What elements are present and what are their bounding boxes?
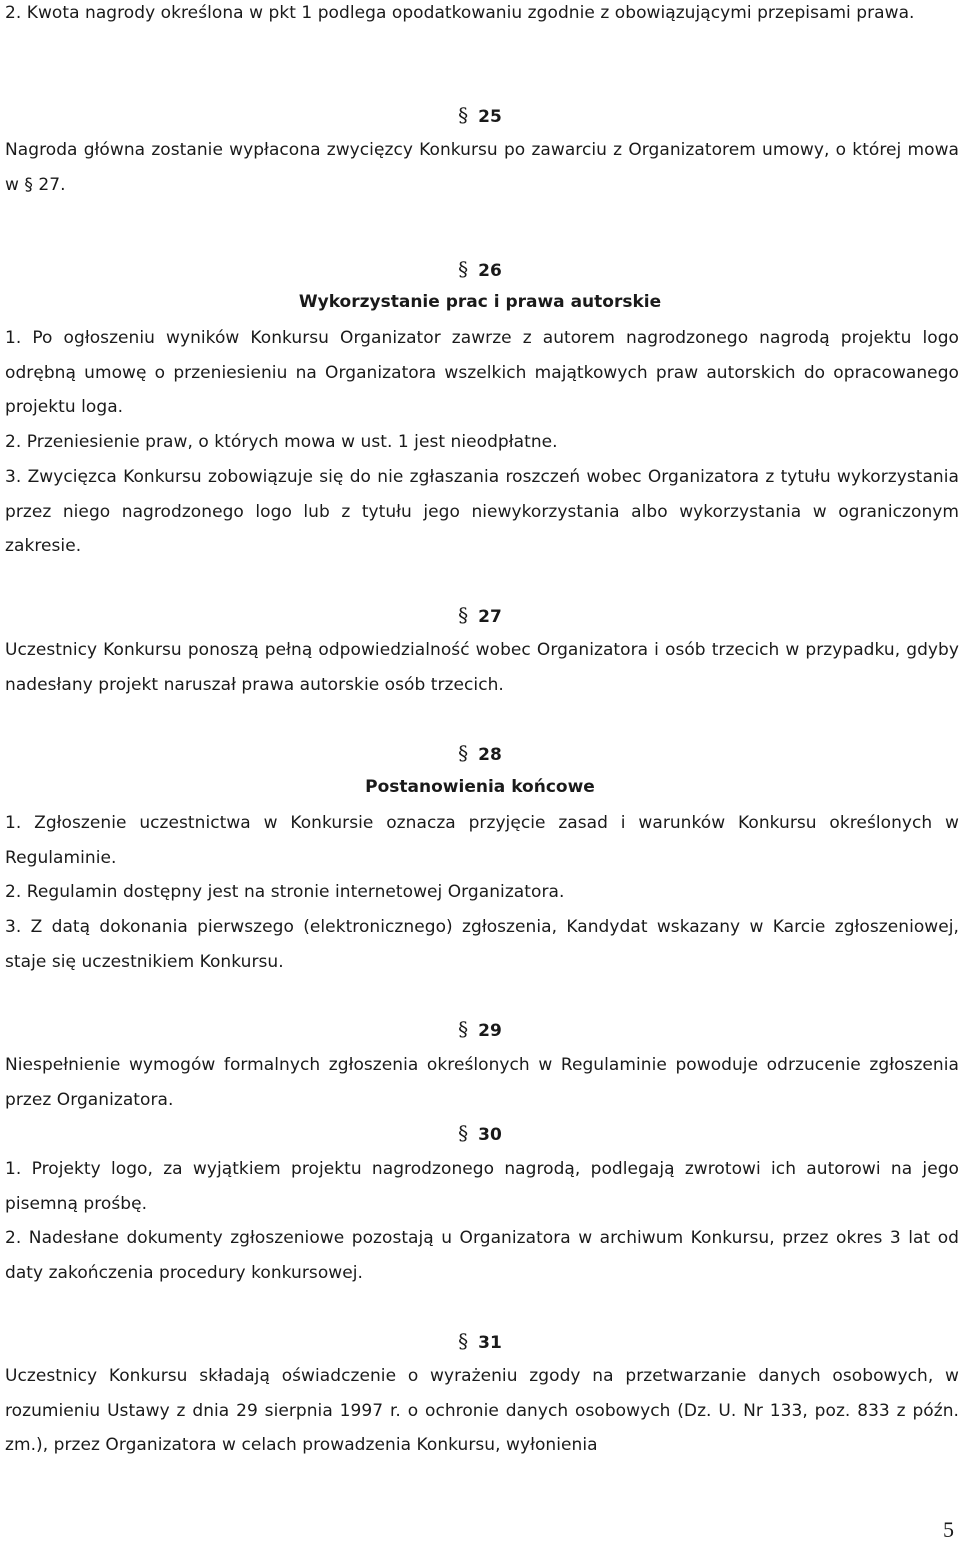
paragraph-main-prize-payment: Nagroda główna zostanie wypłacona zwycięzcy Konkursu po zawarciu z Organizatorem umowy, o której mowa w § 27. (5, 140, 959, 195)
section-sign: § (458, 1017, 469, 1041)
paragraph-documents-archive: 2. Nadesłane dokumenty zgłoszeniowe pozostają u Organizatora w archiwum Konkursu, przez okres 3 lat od daty zakończenia procedury konkursowej. (5, 1228, 959, 1283)
paragraph-liability: Uczestnicy Konkursu ponoszą pełną odpowiedzialność wobec Organizatora i osób trzecich w przypadku, gdyby nadesłany projekt naruszał prawa autorskie osób trzecich. (5, 640, 959, 695)
section-27-heading (0, 600, 960, 632)
section-29-heading (0, 1014, 960, 1046)
paragraph-project-return: 1. Projekty logo, za wyjątkiem projektu nagrodzonego nagrodą, podlegają zwrotowi ich autorowi na jego pisemną prośbę. (5, 1159, 959, 1214)
section-sign: § (458, 603, 469, 627)
section-sign: § (458, 741, 469, 765)
page-number: 5 (943, 1517, 954, 1542)
section-number: 30 (478, 1125, 502, 1145)
section-number: 26 (478, 261, 502, 281)
section-25-heading (0, 100, 960, 132)
section-28-title: Postanowienia końcowe (365, 777, 595, 797)
section-sign: § (458, 1329, 469, 1353)
section-number: 29 (478, 1021, 502, 1041)
paragraph-formal-requirements: Niespełnienie wymogów formalnych zgłoszenia określonych w Regulaminie powoduje odrzucenie zgłoszenia przez Organizatora. (5, 1055, 959, 1110)
paragraph-prize-tax: 2. Kwota nagrody określona w pkt 1 podlega opodatkowaniu zgodnie z obowiązującymi przepisami prawa. (5, 3, 915, 23)
paragraph-participant-status: 3. Z datą dokonania pierwszego (elektronicznego) zgłoszenia, Kandydat wskazany w Karcie zgłoszeniowej, staje się uczestnikiem Konkursu. (5, 917, 959, 972)
section-28-heading (0, 738, 960, 770)
paragraph-data-processing: Uczestnicy Konkursu składają oświadczenie o wyrażeniu zgody na przetwarzanie danych osobowych, w rozumieniu Ustawy z dnia 29 sierpnia 1997 r. o ochronie danych osobowych (Dz. U. Nr 133, poz. 833 z późn. zm.), przez Organizatora w celach prowadzenia Konkursu, wyłonienia (5, 1366, 959, 1455)
section-number: 31 (478, 1333, 502, 1353)
section-26-title: Wykorzystanie prac i prawa autorskie (298, 292, 662, 312)
section-number: 28 (478, 745, 502, 765)
section-sign: § (458, 1121, 469, 1145)
section-26-heading (0, 254, 960, 286)
paragraph-acceptance: 1. Zgłoszenie uczestnictwa w Konkursie oznacza przyjęcie zasad i warunków Konkursu określonych w Regulaminie. (5, 813, 959, 868)
paragraph-winner-claims: 3. Zwycięzca Konkursu zobowiązuje się do nie zgłaszania roszczeń wobec Organizatora z tytułu wykorzystania przez niego nagrodzonego logo lub z tytułu jego niewykorzystania albo wykorzystania w ograniczonym zakresie. (5, 467, 959, 556)
paragraph-copyright-agreement: 1. Po ogłoszeniu wyników Konkursu Organizator zawrze z autorem nagrodzonego nagrodą projektu logo odrębną umowę o przeniesieniu na Organizatora wszelkich majątkowych praw autorskich do opracowanego projektu loga. (5, 328, 959, 417)
section-sign: § (458, 103, 469, 127)
section-sign: § (458, 257, 469, 281)
paragraph-transfer-free: 2. Przeniesienie praw, o których mowa w ust. 1 jest nieodpłatne. (5, 432, 558, 452)
section-number: 25 (478, 107, 502, 127)
paragraph-regulation-available: 2. Regulamin dostępny jest na stronie internetowej Organizatora. (5, 882, 565, 902)
section-number: 27 (478, 607, 502, 627)
section-30-heading (0, 1118, 960, 1150)
section-31-heading (0, 1326, 960, 1358)
